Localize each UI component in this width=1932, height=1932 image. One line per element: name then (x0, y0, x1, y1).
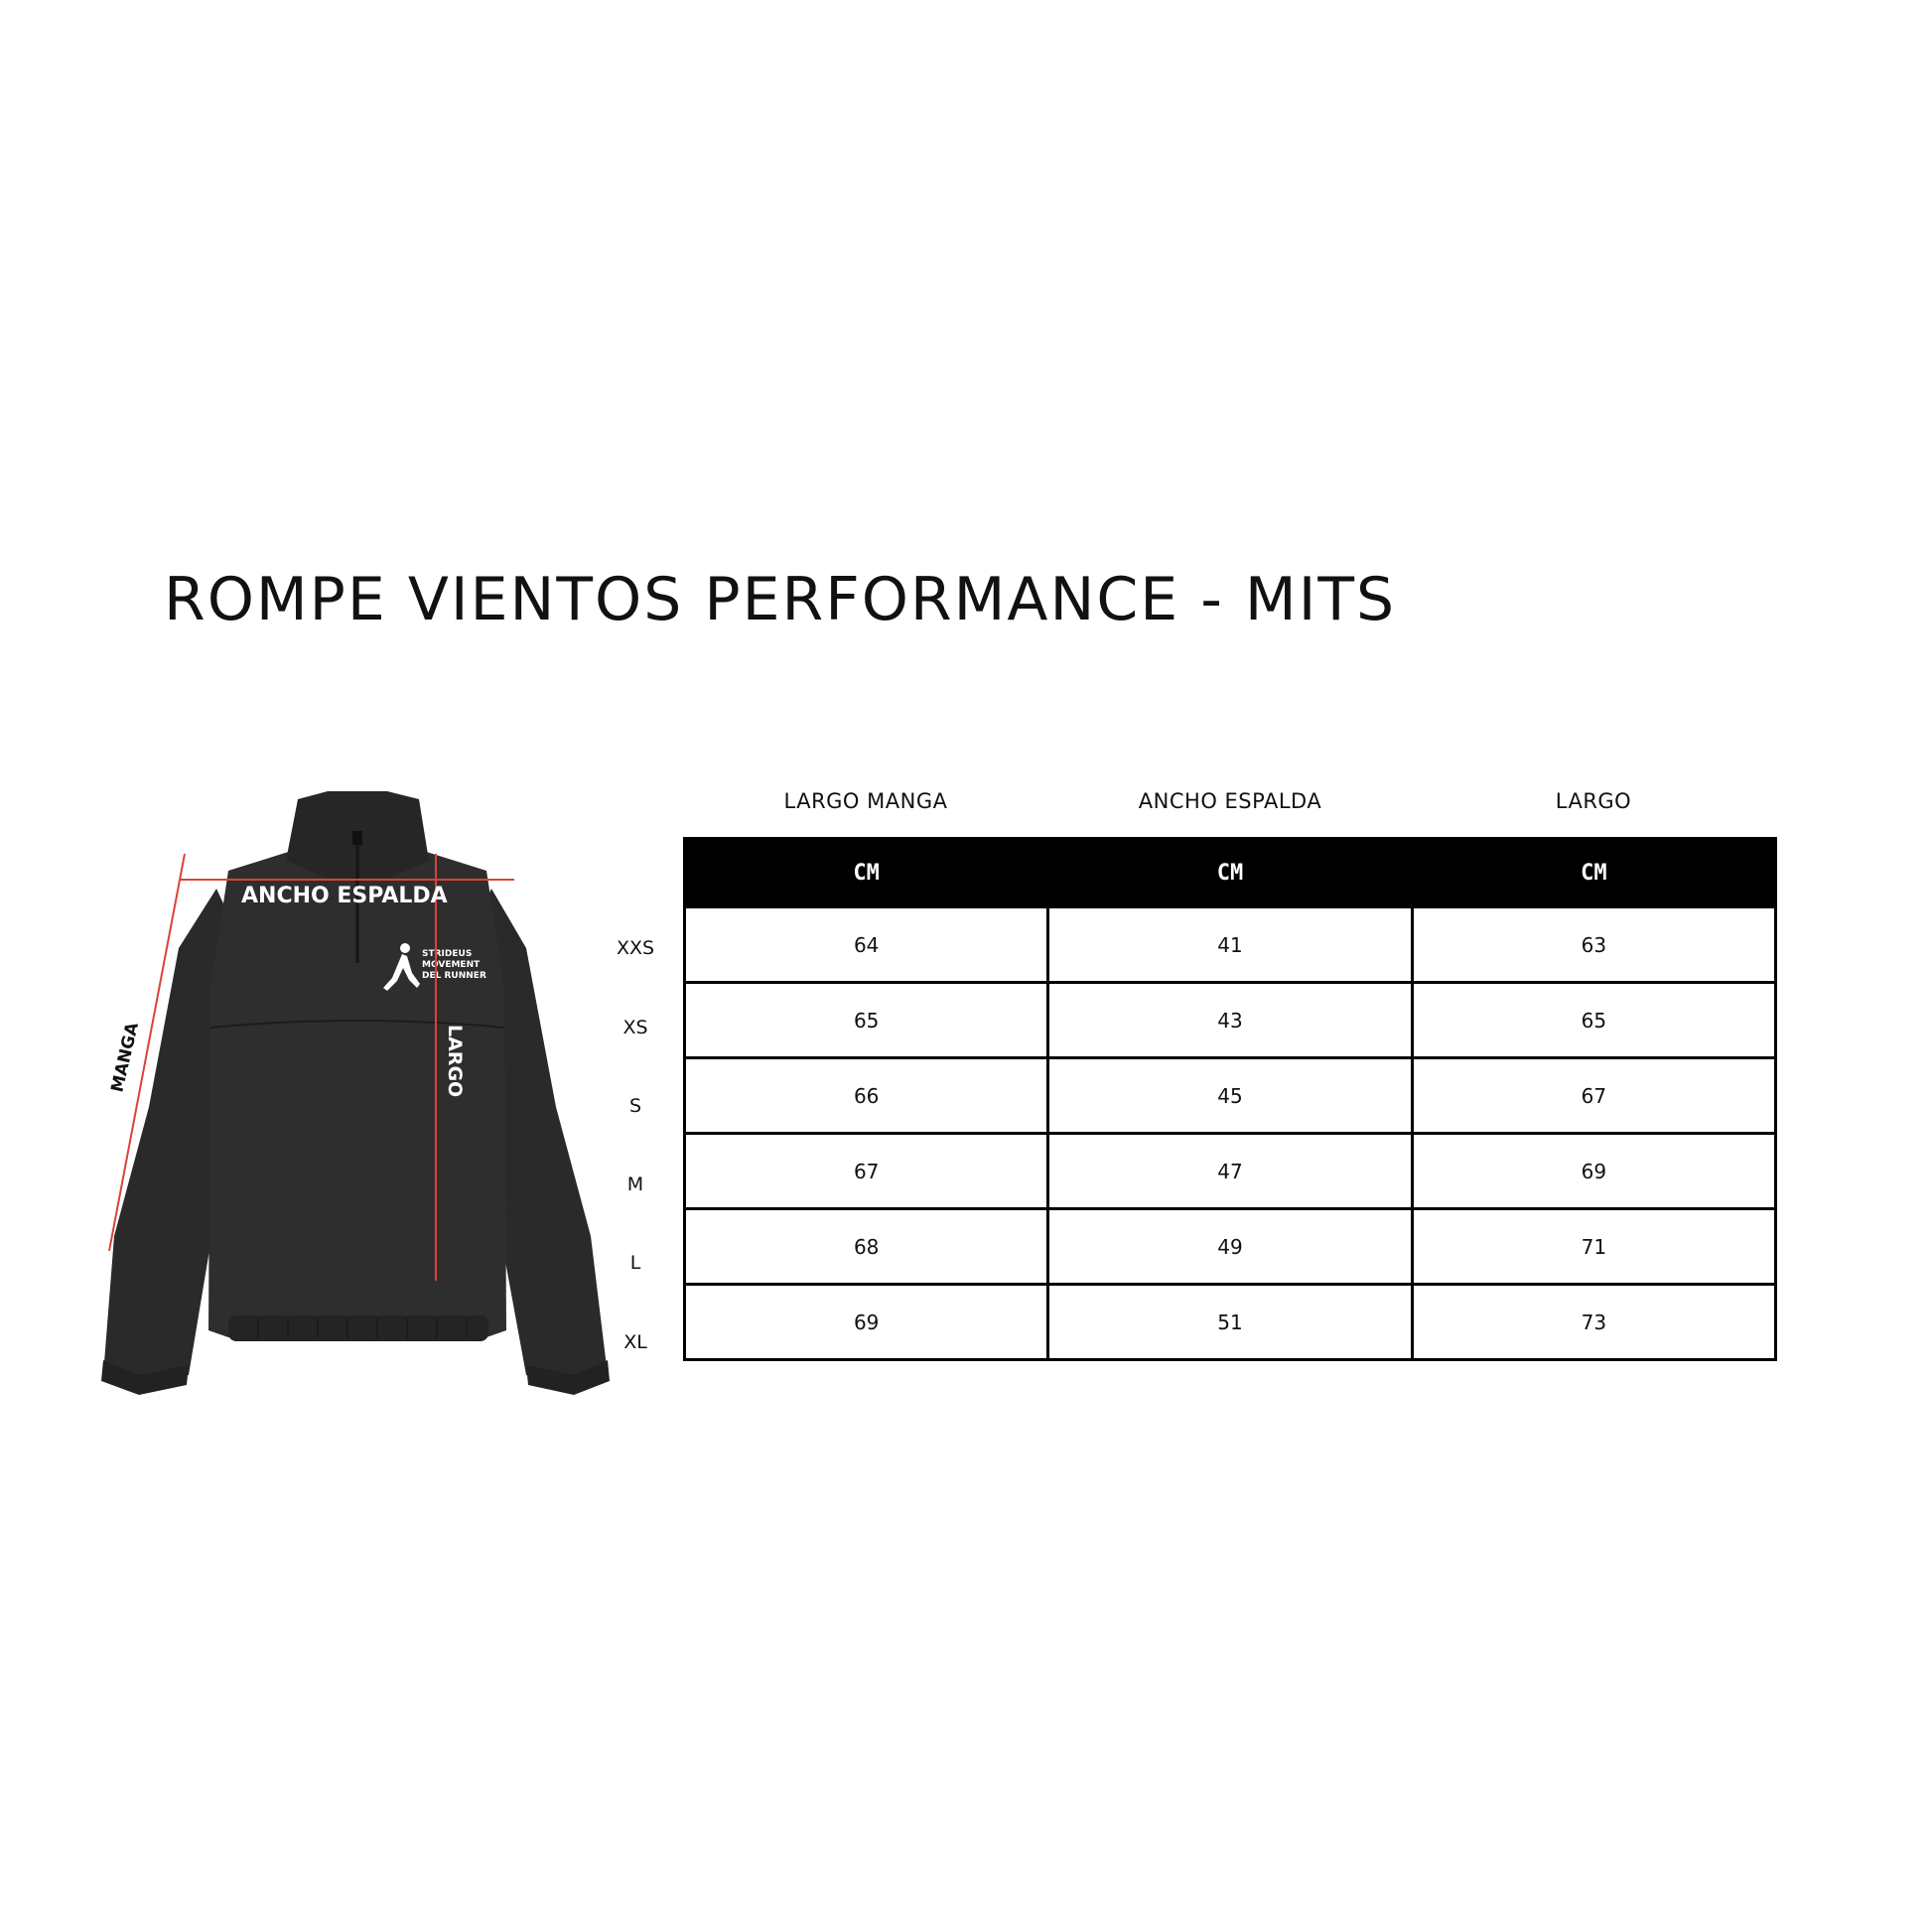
table-row (685, 907, 1776, 983)
table-cell: 49 (1048, 1209, 1412, 1285)
svg-text:MOVEMENT: MOVEMENT (422, 960, 481, 970)
table-cell: 68 (685, 1209, 1048, 1285)
table-cell: 69 (1412, 1134, 1775, 1209)
size-label-xl: XL (623, 1331, 647, 1353)
table-cell: 47 (1048, 1134, 1412, 1209)
table-cell: 65 (685, 983, 1048, 1058)
table-cell: 45 (1048, 1058, 1412, 1134)
unit-header: CM (685, 839, 1048, 907)
column-header-largo-manga: LARGO MANGA (783, 789, 948, 813)
table-cell: 69 (685, 1285, 1048, 1360)
svg-text:STRIDEUS: STRIDEUS (422, 949, 473, 959)
size-label-m: M (626, 1173, 644, 1195)
table-cell: 66 (685, 1058, 1048, 1134)
unit-header: CM (1412, 839, 1775, 907)
unit-header-row (685, 839, 1776, 907)
largo-label: LARGO (444, 1025, 466, 1098)
table-cell: 64 (685, 907, 1048, 983)
column-header-largo: LARGO (1555, 789, 1632, 813)
table-cell: 73 (1412, 1285, 1775, 1360)
column-header-ancho-espalda: ANCHO ESPALDA (1138, 789, 1322, 813)
table-cell: 41 (1048, 907, 1412, 983)
table-row (685, 1058, 1776, 1134)
table-cell: 71 (1412, 1209, 1775, 1285)
table-cell: 51 (1048, 1285, 1412, 1360)
size-label-s: S (628, 1095, 642, 1117)
unit-header: CM (1048, 839, 1412, 907)
ancho-espalda-label: ANCHO ESPALDA (241, 884, 448, 908)
svg-text:DEL RUNNER: DEL RUNNER (422, 971, 486, 981)
size-label-xs: XS (622, 1017, 648, 1038)
table-row (685, 983, 1776, 1058)
manga-label: MANGA (107, 1021, 143, 1095)
table-cell: 67 (685, 1134, 1048, 1209)
jacket-diagram (89, 789, 625, 1405)
table-row (685, 1285, 1776, 1360)
table-cell: 43 (1048, 983, 1412, 1058)
table-cell: 67 (1412, 1058, 1775, 1134)
table-row (685, 1209, 1776, 1285)
size-table (683, 837, 1777, 1361)
table-cell: 65 (1412, 983, 1775, 1058)
table-row (685, 1134, 1776, 1209)
size-label-xxs: XXS (616, 937, 655, 959)
table-cell: 63 (1412, 907, 1775, 983)
size-label-l: L (629, 1252, 641, 1274)
page-title: ROMPE VIENTOS PERFORMANCE - MITS (164, 565, 1397, 634)
